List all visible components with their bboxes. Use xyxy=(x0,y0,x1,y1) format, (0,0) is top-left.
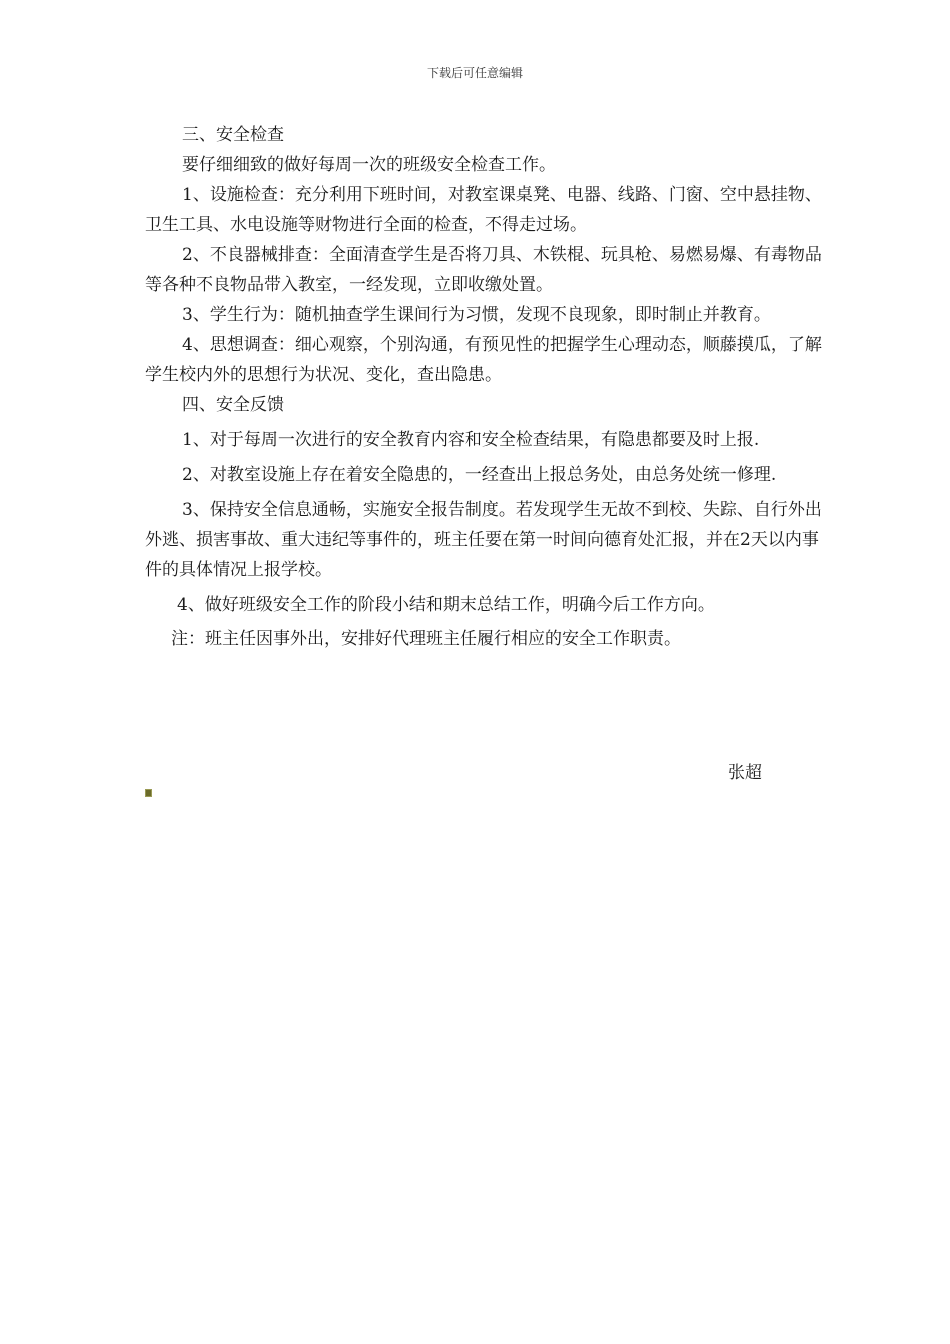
paragraph-note: 注：班主任因事外出，安排好代理班主任履行相应的安全工作职责。 xyxy=(171,629,681,649)
section-title-safety-feedback: 四、安全反馈 xyxy=(182,395,284,415)
paragraph-facility-check: 1、设施检查：充分利用下班时间，对教室课桌凳、电器、线路、门窗、空中悬挂物、卫生工具、水电设施等财物进行全面的检查，不得走过场。 xyxy=(145,185,822,235)
paragraph-mindset-survey: 4、思想调查：细心观察，个别沟通，有预见性的把握学生心理动态，顺藤摸瓜，了解学生校内外的思想行为状况、变化，查出隐患。 xyxy=(145,335,822,385)
signature: 张超 xyxy=(728,763,762,783)
section-title-safety-check: 三、安全检查 xyxy=(182,125,284,145)
document-body xyxy=(145,120,825,654)
paragraph-weekly-report: 1、对于每周一次进行的安全教育内容和安全检查结果，有隐患都要及时上报. xyxy=(182,430,760,450)
small-image-mark xyxy=(145,789,152,797)
paragraph-equipment-check: 2、不良器械排查：全面清查学生是否将刀具、木铁棍、玩具枪、易燃易爆、有毒物品等各种不良物品带入教室，一经发现，立即收缴处置。 xyxy=(145,245,822,295)
section-intro-safety-check: 要仔细细致的做好每周一次的班级安全检查工作。 xyxy=(182,155,556,175)
page-header: 下载后可任意编辑 xyxy=(426,66,523,80)
paragraph-student-behavior: 3、学生行为：随机抽查学生课间行为习惯，发现不良现象，即时制止并教育。 xyxy=(182,305,771,325)
paragraph-info-reporting: 3、保持安全信息通畅，实施安全报告制度。若发现学生无故不到校、失踪、自行外出外逃、损害事故、重大违纪等事件的，班主任要在第一时间向德育处汇报，并在2天以内事件的具体情况上报学校。 xyxy=(145,500,822,580)
paragraph-facility-repair: 2、对教室设施上存在着安全隐患的，一经查出上报总务处，由总务处统一修理. xyxy=(182,465,777,485)
paragraph-summary-work: 4、做好班级安全工作的阶段小结和期末总结工作，明确今后工作方向。 xyxy=(177,595,715,615)
